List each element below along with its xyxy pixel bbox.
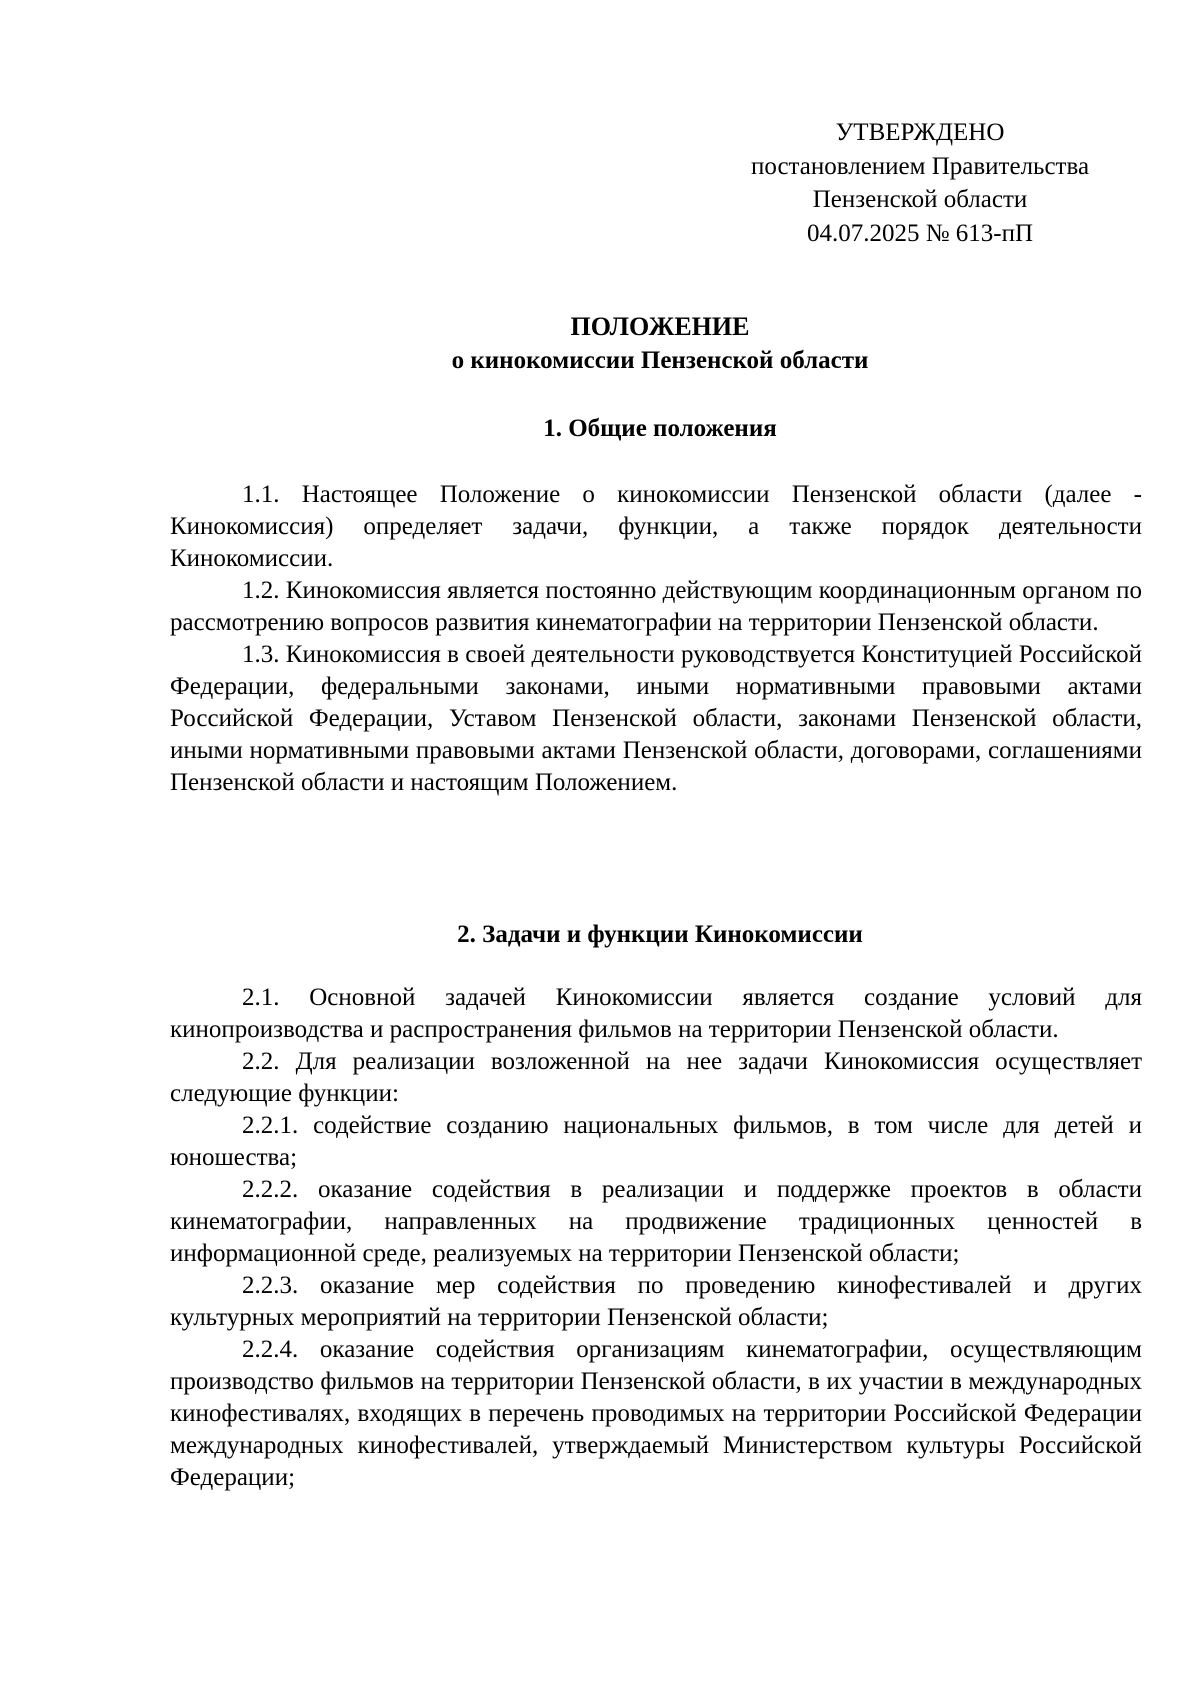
paragraph-2-2-3: 2.2.3. оказание мер содействия по проведению кинофестивалей и других культурных мероприятий на территории Пензенской области;	[170, 1272, 1142, 1331]
paragraph-2-2-2: 2.2.2. оказание содействия в реализации и поддержке проектов в области кинематографии, направленных на продвижение традиционных ценностей в информационной среде, реализуемых на территории Пензенской области;	[170, 1176, 1142, 1267]
paragraph-1-3: 1.3. Кинокомиссия в своей деятельности руководствуется Конституцией Российской Федерации, федеральными законами, иными нормативными правовыми актами Российской Федерации, Уставом Пензенской области, законами Пензенской области, иными нормативными правовыми актами Пензенской области, договорами, соглашениями Пензенской области и настоящим Положением.	[170, 641, 1142, 796]
approval-title: УТВЕРЖДЕНО	[835, 119, 1005, 146]
document-subtitle: о кинокомиссии Пензенской области	[451, 347, 869, 374]
paragraph-2-2: 2.2. Для реализации возложенной на нее задачи Кинокомиссия осуществляет следующие функции:	[170, 1048, 1142, 1107]
paragraph-1-2: 1.2. Кинокомиссия является постоянно действующим координационным органом по рассмотрению вопросов развития кинематографии на территории Пензенской области.	[170, 577, 1142, 636]
section-1-body	[170, 479, 1142, 799]
section-2-heading: 2. Задачи и функции Кинокомиссии	[457, 921, 863, 948]
document-title: ПОЛОЖЕНИЕ	[570, 312, 750, 341]
approval-date-number: 04.07.2025 № 613-пП	[806, 219, 1034, 247]
paragraph-1-1: 1.1. Настоящее Положение о кинокомиссии Пензенской области (далее - Кинокомиссия) определяет задачи, функции, а также порядок деятельности Кинокомиссии.	[170, 481, 1142, 572]
paragraph-2-2-1: 2.2.1. содействие созданию национальных фильмов, в том числе для детей и юношества;	[170, 1112, 1142, 1171]
approval-region: Пензенской области	[812, 186, 1028, 213]
approval-issuer: постановлением Правительства	[750, 152, 1090, 180]
approval-stamp	[730, 116, 1110, 250]
paragraph-2-1: 2.1. Основной задачей Кинокомиссии является создание условий для кинопроизводства и распространения фильмов на территории Пензенской области.	[170, 984, 1142, 1043]
paragraph-2-2-4: 2.2.4. оказание содействия организациям кинематографии, осуществляющим производство фильмов на территории Пензенской области, в их участии в международных кинофестивалях, входящих в перечень проводимых на территории Российской Федерации международных кинофестивалей, утверждаемый Министерством культуры Российской Федерации;	[170, 1336, 1142, 1491]
section-1-heading: 1. Общие положения	[543, 415, 777, 442]
section-2-body	[170, 982, 1142, 1494]
